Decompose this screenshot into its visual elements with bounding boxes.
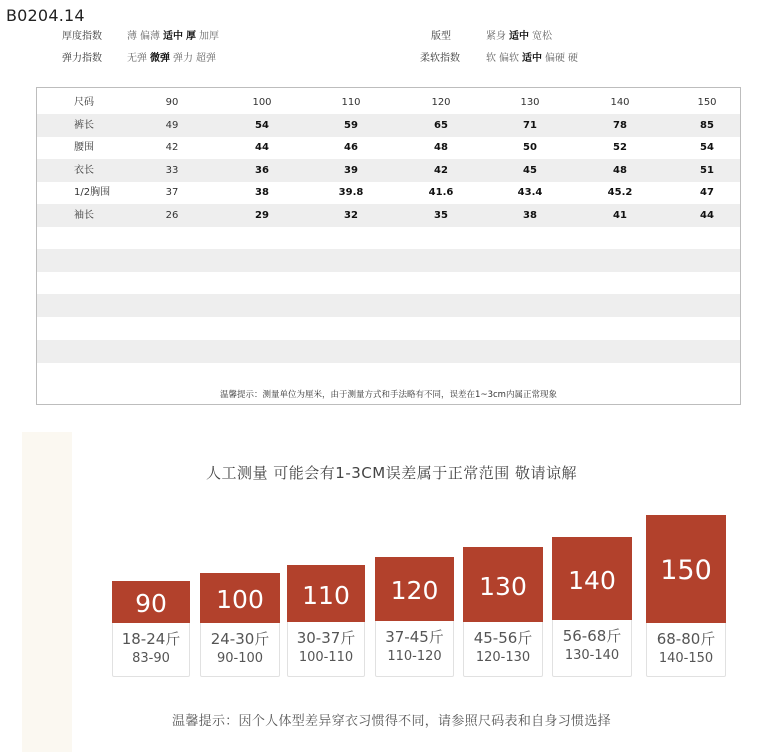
weight-range: 24-30斤: [210, 630, 270, 648]
fit-row: [431, 27, 555, 42]
product-code: B0204.14: [6, 6, 85, 25]
weight-range: 56-68斤: [562, 627, 622, 645]
attribute-option: 适中: [522, 53, 542, 64]
attribute-option: 硬: [568, 53, 578, 64]
table-cell: 41: [613, 210, 627, 221]
table-cell: 42: [434, 164, 448, 176]
fit-label: 版型: [431, 31, 451, 42]
weight-range: 18-24斤: [121, 630, 181, 648]
row-label: 裤长: [74, 119, 94, 131]
size-card: [287, 565, 365, 677]
fit-options: [486, 31, 555, 42]
row-label: 衣长: [74, 164, 94, 176]
table-row: [37, 362, 740, 385]
size-card: [646, 515, 726, 677]
row-label: 1/2胸围: [74, 187, 111, 199]
weight-range: 68-80斤: [656, 630, 716, 648]
size-card: [112, 581, 190, 677]
height-range: 120-130: [475, 650, 531, 665]
table-row: [37, 114, 740, 137]
table-cell: 120: [431, 97, 451, 108]
table-cell: 48: [434, 142, 448, 154]
table-cell: 32: [344, 210, 358, 221]
table-cell: 54: [700, 142, 714, 154]
attribute-option: 薄: [127, 31, 137, 42]
table-cell: 39.8: [338, 187, 364, 199]
table-cell: 36: [255, 164, 269, 176]
table-cell: 110: [341, 97, 361, 108]
size-label: 90: [112, 581, 190, 623]
table-cell: 85: [700, 119, 714, 131]
table-row: [37, 249, 740, 272]
height-range: 100-110: [298, 650, 354, 665]
table-cell: 140: [610, 97, 630, 108]
table-cell: 44: [255, 142, 269, 154]
attribute-option: 弹力: [173, 53, 193, 64]
weight-range: 30-37斤: [296, 629, 356, 647]
height-range: 110-120: [387, 649, 442, 664]
attribute-option: 适中: [163, 31, 183, 42]
table-cell: 71: [523, 119, 537, 131]
attribute-option: 紧身: [486, 31, 506, 42]
table-cell: 35: [434, 210, 448, 221]
table-cell: 130: [520, 97, 540, 108]
weight-range: 45-56斤: [473, 629, 533, 647]
table-cell: 48: [613, 164, 627, 176]
row-label: 袖长: [74, 210, 94, 221]
size-chart-tip: 温馨提示：因个人体型差异穿衣习惯得不同，请参照尺码表和自身习惯选择: [172, 714, 611, 729]
attribute-option: 加厚: [199, 31, 219, 42]
attribute-option: 超弹: [196, 53, 216, 64]
attribute-option: 无弹: [127, 53, 147, 64]
size-label: 130: [463, 547, 543, 622]
weight-range: 37-45斤: [385, 628, 444, 646]
elasticity-label: 弹力指数: [62, 53, 102, 64]
attribute-option: 宽松: [532, 31, 552, 42]
table-row: [37, 294, 740, 317]
table-cell: 39: [344, 164, 358, 176]
thickness-options: [127, 31, 222, 42]
elasticity-options: [127, 53, 219, 64]
attribute-option: 厚: [186, 31, 196, 42]
table-note: 温馨提示：测量单位为厘米，由于测量方式和手法略有不同，误差在1~3cm内属正常现象: [220, 390, 557, 400]
table-cell: 78: [613, 119, 627, 131]
table-cell: 45: [523, 164, 537, 176]
table-cell: 45.2: [607, 187, 633, 199]
size-label: 140: [552, 537, 632, 620]
table-cell: 42: [165, 142, 179, 154]
table-row: [37, 272, 740, 295]
table-cell: 38: [523, 210, 537, 221]
row-label: 尺码: [74, 97, 94, 108]
size-card: [463, 547, 543, 677]
softness-label: 柔软指数: [420, 53, 460, 64]
size-table: [36, 87, 741, 405]
height-range: 140-150: [658, 651, 714, 666]
table-cell: 47: [700, 187, 714, 199]
thickness-label: 厚度指数: [62, 31, 102, 42]
attribute-option: 微弹: [150, 53, 170, 64]
table-row: [37, 181, 740, 204]
elasticity-row: [62, 49, 219, 64]
softness-row: [420, 49, 581, 64]
height-range: 83-90: [132, 651, 170, 666]
size-label: 100: [200, 573, 280, 623]
size-card: [375, 557, 454, 677]
table-row: [37, 227, 740, 250]
table-row: [37, 91, 740, 114]
attribute-option: 软: [486, 53, 496, 64]
table-cell: 54: [255, 119, 269, 131]
table-cell: 33: [165, 164, 179, 176]
attribute-option: 适中: [509, 31, 529, 42]
table-row: [37, 340, 740, 363]
size-label: 110: [287, 565, 365, 622]
table-cell: 41.6: [428, 187, 454, 199]
table-row: [37, 159, 740, 182]
table-cell: 46: [344, 142, 358, 154]
height-range: 90-100: [216, 651, 264, 666]
table-cell: 43.4: [517, 187, 543, 199]
table-cell: 38: [255, 187, 269, 199]
thickness-row: [62, 27, 222, 42]
table-cell: 65: [434, 119, 448, 131]
table-cell: 52: [613, 142, 627, 154]
size-card: [200, 573, 280, 677]
table-cell: 50: [523, 142, 537, 154]
table-row: [37, 204, 740, 227]
table-cell: 150: [697, 97, 717, 108]
table-cell: 49: [165, 119, 179, 131]
row-label: 腰围: [74, 142, 94, 154]
table-cell: 37: [165, 187, 179, 199]
size-label: 120: [375, 557, 454, 621]
table-cell: 29: [255, 210, 269, 221]
table-cell: 100: [252, 97, 272, 108]
table-cell: 90: [165, 97, 179, 108]
attribute-option: 偏硬: [545, 53, 565, 64]
table-cell: 51: [700, 164, 714, 176]
table-cell: 44: [700, 210, 714, 221]
attribute-option: 偏软: [499, 53, 519, 64]
table-cell: 26: [165, 210, 179, 221]
table-cell: 59: [344, 119, 358, 131]
size-chart-heading: 人工测量 可能会有1-3CM误差属于正常范围 敬请谅解: [206, 464, 577, 482]
height-range: 130-140: [564, 648, 620, 663]
softness-options: [486, 53, 581, 64]
size-label: 150: [646, 515, 726, 623]
attribute-option: 偏薄: [140, 31, 160, 42]
table-row: [37, 317, 740, 340]
table-row: [37, 136, 740, 159]
size-card: [552, 537, 632, 677]
